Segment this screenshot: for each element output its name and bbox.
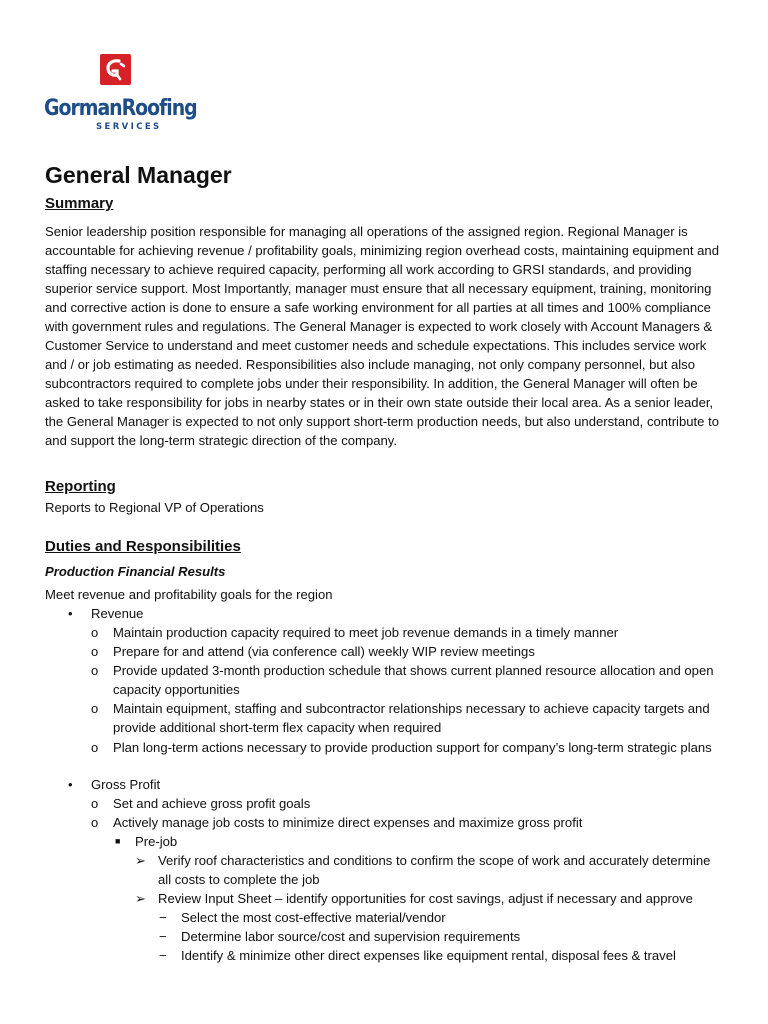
- duties-subheading: Production Financial Results: [45, 564, 226, 579]
- page-title: General Manager: [45, 162, 232, 188]
- list-item: Select the most cost-effective material/vendor: [181, 910, 446, 925]
- circle-bullet-icon: o: [91, 663, 99, 678]
- logo-subtitle: SERVICES: [96, 122, 162, 132]
- circle-bullet-icon: o: [91, 796, 99, 811]
- list-item: Identify & minimize other direct expenses like equipment rental, disposal fees & travel: [181, 948, 676, 963]
- duties-heading: Duties and Responsibilities: [45, 538, 241, 555]
- dash-bullet-icon: −: [159, 948, 167, 963]
- revenue-label: Revenue: [91, 606, 144, 621]
- summary-text: Senior leadership position responsible for managing all operations of the assigned region. Regional Manager is accountable for achieving revenue / profitability goals, minimizing region overhead costs, maintaining equipment and staffing necessary to achieve required capacity, performing all work according to GRSI standards, and providing superior service support. Most Importantly, manager must ensure that all necessary equipment, training, monitoring and corrective action is done to ensure a safe working environment for all parties at all times and 100% compliance with government rules and regulations. The General Manager is expected to work closely with Account Managers & Customer Service to understand and meet customer needs and schedule expectations. This includes service work and / or job estimating as needed. Responsibilities also include managing, not only company personnel, but also subcontractors required to complete jobs under their responsibility. In addition, the General Manager will often be asked to take responsibility for jobs in nearby states or in their own state outside their local area. As a senior leader, the General Manager is expected to not only support short-term production needs, but also understand, contribute to and support the long-term strategic direction of the company.: [45, 224, 720, 448]
- summary-heading: Summary: [45, 195, 114, 212]
- logo-mark-icon: [100, 54, 131, 85]
- circle-bullet-icon: o: [91, 815, 99, 830]
- reporting-text: Reports to Regional VP of Operations: [45, 500, 264, 515]
- prejob-label: Pre-job: [135, 834, 178, 849]
- bullet-icon: •: [68, 606, 73, 621]
- list-item: Actively manage job costs to minimize direct expenses and maximize gross profit: [113, 815, 583, 830]
- list-item: Maintain equipment, staffing and subcontractor relationships necessary to achieve capacity targets and provide additional short-term flex capacity when required: [113, 701, 710, 735]
- circle-bullet-icon: o: [91, 701, 99, 716]
- circle-bullet-icon: o: [91, 644, 99, 659]
- dash-bullet-icon: −: [159, 929, 167, 944]
- arrow-bullet-icon: ➢: [135, 891, 146, 906]
- reporting-heading: Reporting: [45, 478, 116, 495]
- list-item: Verify roof characteristics and conditions to confirm the scope of work and accurately determine all costs to complete the job: [158, 853, 711, 887]
- list-item: Review Input Sheet – identify opportunities for cost savings, adjust if necessary and approve: [158, 891, 693, 906]
- duties-intro: Meet revenue and profitability goals for the region: [45, 587, 333, 602]
- bullet-icon: •: [68, 777, 73, 792]
- circle-bullet-icon: o: [91, 740, 99, 755]
- gross-profit-label: Gross Profit: [91, 777, 161, 792]
- list-item: Prepare for and attend (via conference call) weekly WIP review meetings: [113, 644, 535, 659]
- list-item: Set and achieve gross profit goals: [113, 796, 311, 811]
- list-item: Plan long-term actions necessary to provide production support for company’s long-term strategic plans: [113, 740, 712, 755]
- dash-bullet-icon: −: [159, 910, 167, 925]
- list-item: Determine labor source/cost and supervision requirements: [181, 929, 521, 944]
- arrow-bullet-icon: ➢: [135, 853, 146, 868]
- list-item: Provide updated 3-month production schedule that shows current planned resource allocation and open capacity opportunities: [113, 663, 714, 697]
- circle-bullet-icon: o: [91, 625, 99, 640]
- square-bullet-icon: ■: [115, 836, 121, 846]
- list-item: Maintain production capacity required to meet job revenue demands in a timely manner: [113, 625, 619, 640]
- logo-wordmark: GormanRoofing: [44, 96, 197, 121]
